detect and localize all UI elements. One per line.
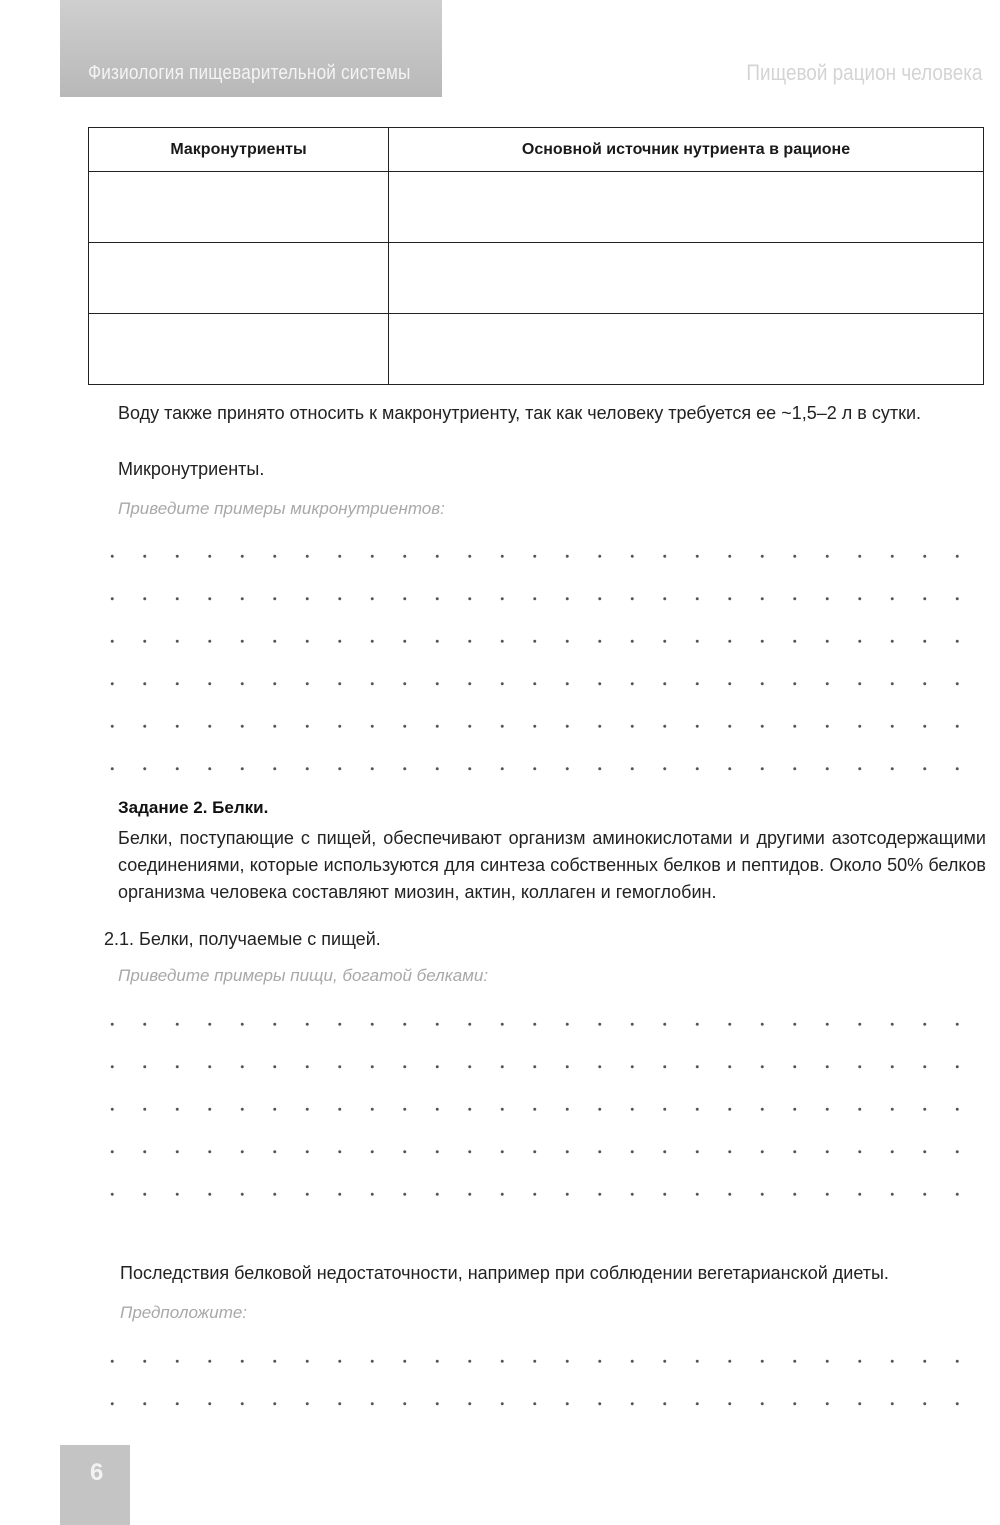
micronutrients-answer-grid[interactable] bbox=[96, 535, 976, 790]
deficiency-answer-grid[interactable] bbox=[96, 1340, 976, 1425]
deficiency-prompt: Предположите: bbox=[120, 1303, 248, 1322]
table-cell-nutrient[interactable] bbox=[89, 314, 389, 385]
subtask-2-1-prompt: Приведите примеры пищи, богатой белками: bbox=[118, 966, 489, 985]
header-section-title: Физиология пищеварительной системы bbox=[88, 62, 411, 84]
protein-foods-answer-grid[interactable] bbox=[96, 1003, 976, 1215]
table-header-source: Основной источник нутриента в рационе bbox=[389, 128, 984, 172]
page-number-tab bbox=[60, 1445, 130, 1525]
table-cell-source[interactable] bbox=[389, 243, 984, 314]
header-section-tab bbox=[60, 0, 442, 97]
table-row bbox=[89, 314, 984, 385]
table-cell-source[interactable] bbox=[389, 172, 984, 243]
page-number: 6 bbox=[90, 1459, 104, 1486]
macronutrients-table bbox=[88, 127, 984, 385]
water-note: Воду также принято относить к макронутриенту, так как человеку требуется ее ~1,5–2 л в сутки. bbox=[118, 403, 921, 423]
table-cell-nutrient[interactable] bbox=[89, 172, 389, 243]
table-cell-nutrient[interactable] bbox=[89, 243, 389, 314]
header-chapter-title: Пищевой рацион человека bbox=[745, 60, 982, 85]
table-header-macronutrients: Макронутриенты bbox=[89, 128, 389, 172]
table-header-row bbox=[89, 128, 984, 172]
micronutrients-heading: Микронутриенты. bbox=[118, 459, 265, 479]
table-cell-source[interactable] bbox=[389, 314, 984, 385]
task2-title: Задание 2. Белки. bbox=[118, 798, 269, 817]
table-row bbox=[89, 243, 984, 314]
deficiency-text: Последствия белковой недостаточности, например при соблюдении вегетарианской диеты. bbox=[120, 1263, 889, 1283]
subtask-2-1-label: 2.1. Белки, получаемые с пищей. bbox=[104, 929, 381, 949]
table-row bbox=[89, 172, 984, 243]
micronutrients-prompt: Приведите примеры микронутриентов: bbox=[118, 499, 445, 518]
task2-paragraph: Белки, поступающие с пищей, обеспечивают организм аминокислотами и другими азотсодержащими соединениями, которые используются для синтеза собственных белков и пептидов. Около 50% белков организма человека составляют миозин, актин, коллаген и гемоглобин. bbox=[118, 828, 986, 902]
